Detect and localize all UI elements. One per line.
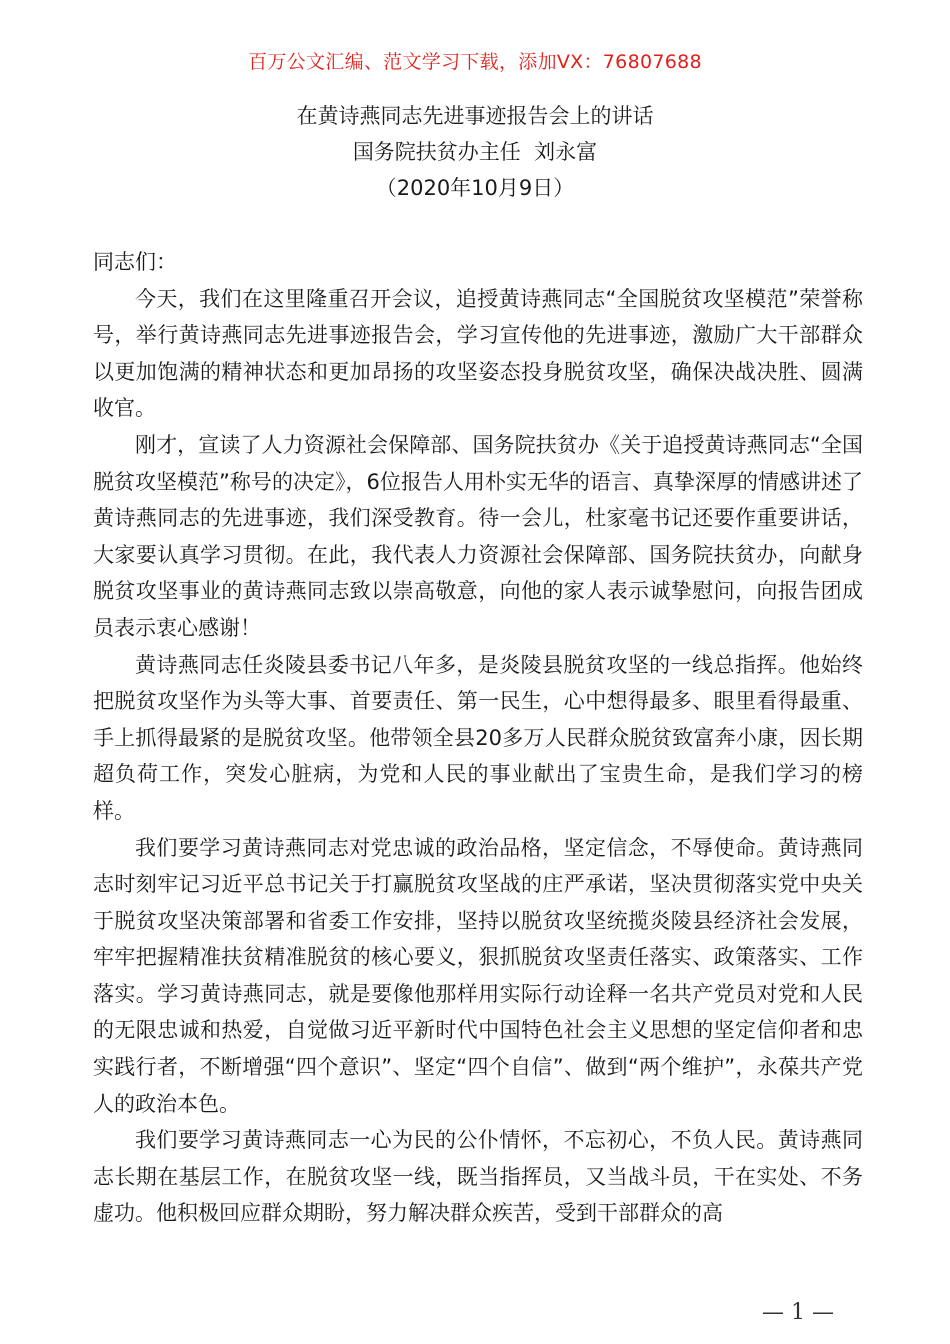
salutation: 同志们：	[93, 250, 177, 274]
header-watermark-note: 百万公文汇编、范文学习下载，添加VX：76807688	[248, 51, 702, 73]
speaker-line: 国务院扶贫办主任 刘永富	[352, 140, 598, 164]
document-body	[93, 244, 863, 1232]
speech-title: 在黄诗燕同志先进事迹报告会上的讲话	[296, 104, 654, 128]
paragraph-4: 我们要学习黄诗燕同志对党忠诚的政治品格，坚定信念，不辱使命。黄诗燕同志时刻牢记习近平总书记关于打赢脱贫攻坚战的庄严承诺，坚决贯彻落实党中央关于脱贫攻坚决策部署和省委工作安排，坚持以脱贫攻坚统揽炎陵县经济社会发展，牢牢把握精准扶贫精准脱贫的核心要义，狠抓脱贫攻坚责任落实、政策落实、工作落实。学习黄诗燕同志，就是要像他那样用实际行动诠释一名共产党员对党和人民的无限忠诚和热爱，自觉做习近平新时代中国特色社会主义思想的坚定信仰者和忠实践行者，不断增强“四个意识”、坚定“四个自信”、做到“两个维护”，永葆共产党人的政治本色。	[93, 835, 863, 1116]
paragraph-1: 今天，我们在这里隆重召开会议，追授黄诗燕同志“全国脱贫攻坚模范”荣誉称号，举行黄诗燕同志先进事迹报告会，学习宣传他的先进事迹，激励广大干部群众以更加饱满的精神状态和更加昂扬的攻坚姿态投身脱贫攻坚，确保决战决胜、圆满收官。	[93, 286, 863, 421]
document-title-block	[0, 98, 950, 206]
page-number: — 1 —	[762, 1300, 834, 1325]
paragraph-5: 我们要学习黄诗燕同志一心为民的公仆情怀，不忘初心，不负人民。黄诗燕同志长期在基层工作，在脱贫攻坚一线，既当指挥员，又当战斗员，干在实处、不务虚功。他积极回应群众期盼，努力解决群众疾苦，受到干部群众的高	[93, 1128, 863, 1226]
speech-date: （2020年10月9日）	[375, 176, 575, 200]
paragraph-2: 刚才，宣读了人力资源社会保障部、国务院扶贫办《关于追授黄诗燕同志“全国脱贫攻坚模范”称号的决定》，6位报告人用朴实无华的语言、真挚深厚的情感讲述了黄诗燕同志的先进事迹，我们深受教育。待一会儿，杜家毫书记还要作重要讲话，大家要认真学习贯彻。在此，我代表人力资源社会保障部、国务院扶贫办，向献身脱贫攻坚事业的黄诗燕同志致以崇高敬意，向他的家人表示诚挚慰问，向报告团成员表示衷心感谢！	[93, 432, 863, 640]
paragraph-3: 黄诗燕同志任炎陵县委书记八年多，是炎陵县脱贫攻坚的一线总指挥。他始终把脱贫攻坚作为头等大事、首要责任、第一民生，心中想得最多、眼里看得最重、手上抓得最紧的是脱贫攻坚。他带领全县20多万人民群众脱贫致富奔小康，因长期超负荷工作，突发心脏病，为党和人民的事业献出了宝贵生命，是我们学习的榜样。	[93, 652, 863, 823]
